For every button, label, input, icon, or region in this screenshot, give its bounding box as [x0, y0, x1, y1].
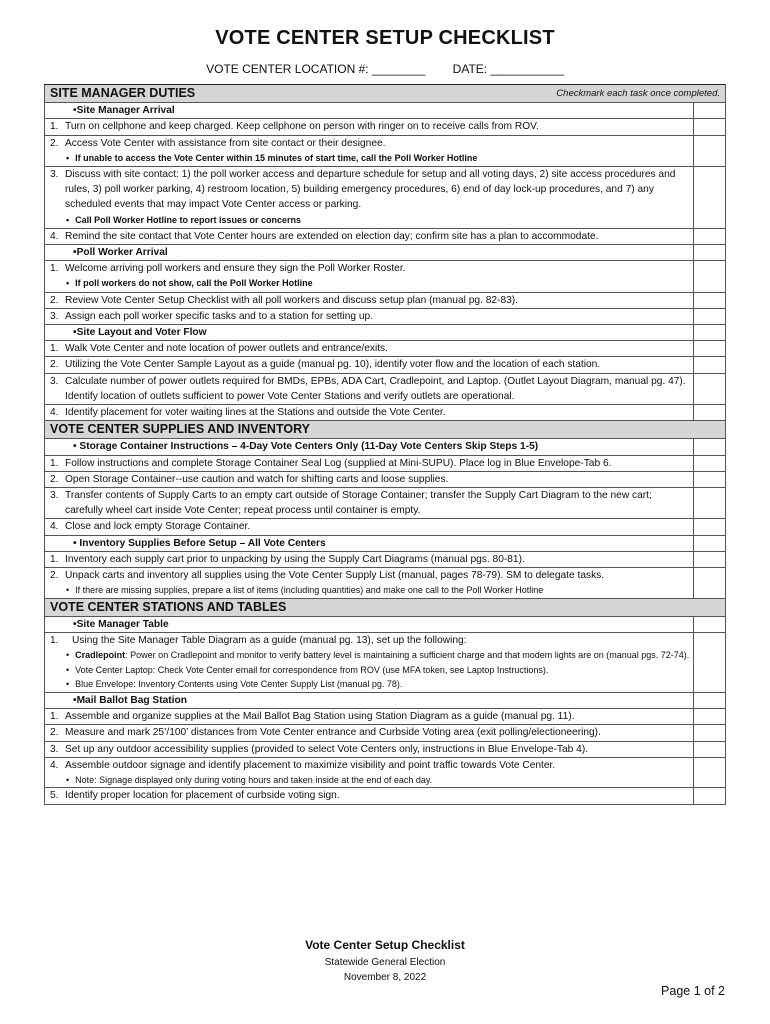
task-text: Access Vote Center with assistance from site contact or their designee.	[65, 137, 386, 149]
task-checkbox[interactable]	[693, 292, 725, 308]
bullet-icon: •	[66, 585, 70, 596]
task-checkbox[interactable]	[693, 373, 725, 404]
page-number: Page 1 of 2	[661, 984, 725, 998]
section-title: VOTE CENTER STATIONS AND TABLES	[50, 599, 287, 614]
checkbox-blank	[693, 535, 725, 551]
task-row: 2. Utilizing the Vote Center Sample Layout as a guide (manual pg. 10), identify voter flow and the location of each station.	[45, 357, 726, 373]
task-text: Follow instructions and complete Storage Container Seal Log (supplied at Mini-SUPU). Place log in Blue Envelope-Tab 6.	[65, 457, 612, 469]
task-checkbox[interactable]	[693, 741, 725, 757]
subheading-poll-worker-arrival: •Poll Worker Arrival	[45, 245, 726, 261]
task-checkbox[interactable]	[693, 788, 725, 804]
bullet-icon: •	[66, 650, 70, 661]
cradlepoint-label: Cradlepoint	[75, 650, 126, 661]
section-title: SITE MANAGER DUTIES	[50, 86, 196, 100]
task-text: Close and lock empty Storage Container.	[65, 521, 251, 533]
task-row: 5. Identify proper location for placement of curbside voting sign.	[45, 788, 726, 804]
date-field-label: DATE: ___________	[452, 62, 564, 76]
bullet-icon: •	[66, 152, 70, 163]
checkbox-blank	[693, 692, 725, 708]
task-text: Measure and mark 25’/100’ distances from Vote Center entrance and Curbside Voting area (exit polling/electioneering).	[65, 727, 601, 739]
task-row: 3. Transfer contents of Supply Carts to an empty cart outside of Storage Container; transfer the Supply Cart Diagram to the new cart; carefully wheel cart inside Vote Center; repeat process until container is empty.	[45, 488, 726, 519]
task-text: Review Vote Center Setup Checklist with all poll workers and discuss setup plan (manual pg. 82-83).	[65, 294, 519, 306]
task-text: Assemble and organize supplies at the Mail Ballot Bag Station using Station Diagram as a guide (manual pg. 11).	[65, 711, 575, 723]
task-checkbox[interactable]	[693, 341, 725, 357]
task-text: Assign each poll worker specific tasks and to a station for setting up.	[65, 310, 374, 322]
task-row: 4. Close and lock empty Storage Container.	[45, 519, 726, 535]
task-row: 4. Assemble outdoor signage and identify placement to maximize visibility and point traffic towards Vote Center. • Note: Signage displayed only during voting hours and taken inside at the end of each day.	[45, 757, 726, 788]
task-checkbox[interactable]	[693, 261, 725, 292]
task-row: 2. Open Storage Container--use caution and watch for shifting carts and loose supplies.	[45, 471, 726, 487]
task-note: If there are missing supplies, prepare a list of items (including quantities) and make one call to the Poll Worker Hotline	[75, 585, 544, 596]
task-note: Note: Signage displayed only during voting hours and taken inside at the end of each day.	[75, 774, 433, 785]
bullet-icon: •	[66, 774, 70, 785]
task-row: 1. Turn on cellphone and keep charged. Keep cellphone on person with ringer on to receive calls from ROV.	[45, 119, 726, 135]
task-checkbox[interactable]	[693, 725, 725, 741]
page-title: VOTE CENTER SETUP CHECKLIST	[215, 27, 555, 49]
task-row: 4. Remind the site contact that Vote Center hours are extended on election day; confirm site has a plan to accommodate.	[45, 228, 726, 244]
section-title: VOTE CENTER SUPPLIES AND INVENTORY	[50, 422, 310, 437]
bullet-icon: •	[66, 679, 70, 690]
task-note: If poll workers do not show, call the Poll Worker Hotline	[75, 278, 313, 289]
checkbox-blank	[693, 103, 725, 119]
task-note: : Power on Cradlepoint and monitor to verify battery level is maintaining a sufficient charge and that modem lights are on (manual pgs. 72-74).	[125, 650, 690, 661]
task-checkbox[interactable]	[693, 488, 725, 519]
task-text: Using the Site Manager Table Diagram as a guide (manual pg. 13), set up the following:	[72, 635, 467, 647]
task-checkbox[interactable]	[693, 471, 725, 487]
task-checkbox[interactable]	[693, 405, 725, 421]
task-row: 1. Inventory each supply cart prior to unpacking by using the Supply Cart Diagrams (manual pgs. 80-81).	[45, 551, 726, 567]
task-checkbox[interactable]	[693, 633, 725, 693]
task-text: Welcome arriving poll workers and ensure they sign the Poll Worker Roster.	[65, 263, 406, 275]
task-checkbox[interactable]	[693, 308, 725, 324]
task-checkbox[interactable]	[693, 228, 725, 244]
subheading-mail-ballot-bag-station: •Mail Ballot Bag Station	[45, 692, 726, 708]
checkmark-instruction: Checkmark each task once completed.	[556, 88, 720, 99]
task-text: Calculate number of power outlets required for BMDs, EPBs, ADA Cart, Cradlepoint, and Laptop. (Outlet Layout Diagram, manual pg. 47). Identify location of outlets sufficient to power Vote Center Stations and verify outlets are operational.	[65, 375, 686, 402]
task-row: 3. Assign each poll worker specific tasks and to a station for setting up.	[45, 308, 726, 324]
bullet-icon: •	[66, 214, 70, 225]
task-checkbox[interactable]	[693, 519, 725, 535]
task-row: 4. Identify placement for voter waiting lines at the Stations and outside the Vote Center.	[45, 405, 726, 421]
task-text: Set up any outdoor accessibility supplies (provided to select Vote Centers only, instructions in Blue Envelope-Tab 4).	[65, 743, 589, 755]
task-row: 1. Using the Site Manager Table Diagram as a guide (manual pg. 13), set up the following: • Cradlepoint: Power on Cradlepoint and monitor to verify battery level is maintaining a sufficient charge and that modem lights are on (manual pgs. 72-74). • Vote Center Laptop: Check Vote Center email for correspondence from ROV (use MFA token, see Laptop Instructions). • Blue Envelope: Inventory Contents using Vote Center Supply List (manual pg. 78).	[45, 633, 726, 693]
task-text: Transfer contents of Supply Carts to an empty cart outside of Storage Container; transfer the Supply Cart Diagram to the new cart; carefully wheel cart inside Vote Center; repeat process until container is empty.	[65, 490, 652, 517]
task-row: 2. Unpack carts and inventory all supplies using the Vote Center Supply List (manual, pages 78-79). SM to delegate tasks. • If there are missing supplies, prepare a list of items (including quantities) and make one call to the Poll Worker Hotline	[45, 568, 726, 599]
task-checkbox[interactable]	[693, 568, 725, 599]
section-header-supplies-inventory	[45, 421, 726, 439]
task-note: Call Poll Worker Hotline to report issues or concerns	[75, 214, 302, 225]
task-text: Unpack carts and inventory all supplies using the Vote Center Supply List (manual, pages 78-79). SM to delegate tasks.	[65, 570, 605, 582]
task-checkbox[interactable]	[693, 119, 725, 135]
task-text: Turn on cellphone and keep charged. Keep cellphone on person with ringer on to receive calls from ROV.	[65, 121, 539, 133]
task-checkbox[interactable]	[693, 757, 725, 788]
subheading-storage-container: • Storage Container Instructions – 4-Day Vote Centers Only (11-Day Vote Centers Skip Steps 1-5)	[45, 439, 726, 455]
footer-title: Vote Center Setup Checklist	[305, 938, 465, 952]
subheading-site-manager-table: •Site Manager Table	[45, 617, 726, 633]
task-row: 1. Follow instructions and complete Storage Container Seal Log (supplied at Mini-SUPU). Place log in Blue Envelope-Tab 6.	[45, 455, 726, 471]
task-row: 1. Assemble and organize supplies at the Mail Ballot Bag Station using Station Diagram as a guide (manual pg. 11).	[45, 709, 726, 725]
checklist-table	[44, 84, 726, 805]
task-checkbox[interactable]	[693, 135, 725, 166]
task-note: Vote Center Laptop: Check Vote Center email for correspondence from ROV (use MFA token, see Laptop Instructions).	[75, 664, 549, 675]
task-text: Identify proper location for placement of curbside voting sign.	[65, 790, 340, 802]
subheading-site-layout: •Site Layout and Voter Flow	[45, 325, 726, 341]
task-text: Discuss with site contact: 1) the poll worker access and departure schedule for setup and all voting days, 2) site access procedures and rules, 3) poll worker parking, 4) restroom location, 5) building emergency procedures, 6) end of day lock-up procedures, and 7) any scheduled events that may impact Vote Center access or parking.	[65, 169, 676, 211]
section-header-stations-tables	[45, 598, 726, 616]
task-row: 3. Discuss with site contact: 1) the poll worker access and departure schedule for setup and all voting days, 2) site access procedures and rules, 3) poll worker parking, 4) restroom location, 5) building emergency procedures, 6) end of day lock-up procedures, and 7) any scheduled events that may impact Vote Center access or parking. • Call Poll Worker Hotline to report issues or concerns	[45, 167, 726, 229]
bullet-icon: •	[66, 278, 70, 289]
location-field-label: VOTE CENTER LOCATION #: ________	[206, 62, 426, 76]
task-text: Assemble outdoor signage and identify placement to maximize visibility and point traffic towards Vote Center.	[65, 759, 556, 771]
footer-date: November 8, 2022	[343, 972, 427, 983]
task-checkbox[interactable]	[693, 357, 725, 373]
checkbox-blank	[693, 439, 725, 455]
section-header-site-manager-duties	[45, 85, 726, 103]
bullet-icon: •	[66, 664, 70, 675]
task-note: If unable to access the Vote Center within 15 minutes of start time, call the Poll Worker Hotline	[75, 152, 478, 163]
task-row: 1. Walk Vote Center and note location of power outlets and entrance/exits.	[45, 341, 726, 357]
task-text: Identify placement for voter waiting lines at the Stations and outside the Vote Center.	[65, 407, 446, 419]
task-row: 1. Welcome arriving poll workers and ensure they sign the Poll Worker Roster. • If poll workers do not show, call the Poll Worker Hotline	[45, 261, 726, 292]
checkbox-blank	[693, 617, 725, 633]
task-row: 3. Calculate number of power outlets required for BMDs, EPBs, ADA Cart, Cradlepoint, and Laptop. (Outlet Layout Diagram, manual pg. 47). Identify location of outlets sufficient to power Vote Center Stations and verify outlets are operational.	[45, 373, 726, 404]
task-text: Utilizing the Vote Center Sample Layout as a guide (manual pg. 10), identify voter flow and the location of each station.	[65, 359, 601, 371]
checkbox-blank	[693, 245, 725, 261]
checkbox-blank	[693, 325, 725, 341]
task-text: Inventory each supply cart prior to unpacking by using the Supply Cart Diagrams (manual pgs. 80-81).	[65, 553, 525, 565]
subheading-inventory-supplies: • Inventory Supplies Before Setup – All Vote Centers	[45, 535, 726, 551]
task-row: 2. Access Vote Center with assistance from site contact or their designee. • If unable to access the Vote Center within 15 minutes of start time, call the Poll Worker Hotline	[45, 135, 726, 166]
location-date-line	[0, 62, 770, 76]
task-note: Blue Envelope: Inventory Contents using Vote Center Supply List (manual pg. 78).	[75, 679, 403, 690]
task-row: 2. Measure and mark 25’/100’ distances from Vote Center entrance and Curbside Voting area (exit polling/electioneering).	[45, 725, 726, 741]
task-checkbox[interactable]	[693, 709, 725, 725]
task-checkbox[interactable]	[693, 167, 725, 229]
task-checkbox[interactable]	[693, 551, 725, 567]
task-text: Walk Vote Center and note location of power outlets and entrance/exits.	[65, 343, 388, 355]
task-text: Open Storage Container--use caution and watch for shifting carts and loose supplies.	[65, 473, 449, 485]
task-row: 3. Set up any outdoor accessibility supplies (provided to select Vote Centers only, instructions in Blue Envelope-Tab 4).	[45, 741, 726, 757]
task-text: Remind the site contact that Vote Center hours are extended on election day; confirm site has a plan to accommodate.	[65, 230, 599, 242]
subheading-site-manager-arrival: •Site Manager Arrival	[45, 103, 726, 119]
footer-election: Statewide General Election	[324, 957, 446, 968]
task-row: 2. Review Vote Center Setup Checklist with all poll workers and discuss setup plan (manual pg. 82-83).	[45, 292, 726, 308]
task-checkbox[interactable]	[693, 455, 725, 471]
